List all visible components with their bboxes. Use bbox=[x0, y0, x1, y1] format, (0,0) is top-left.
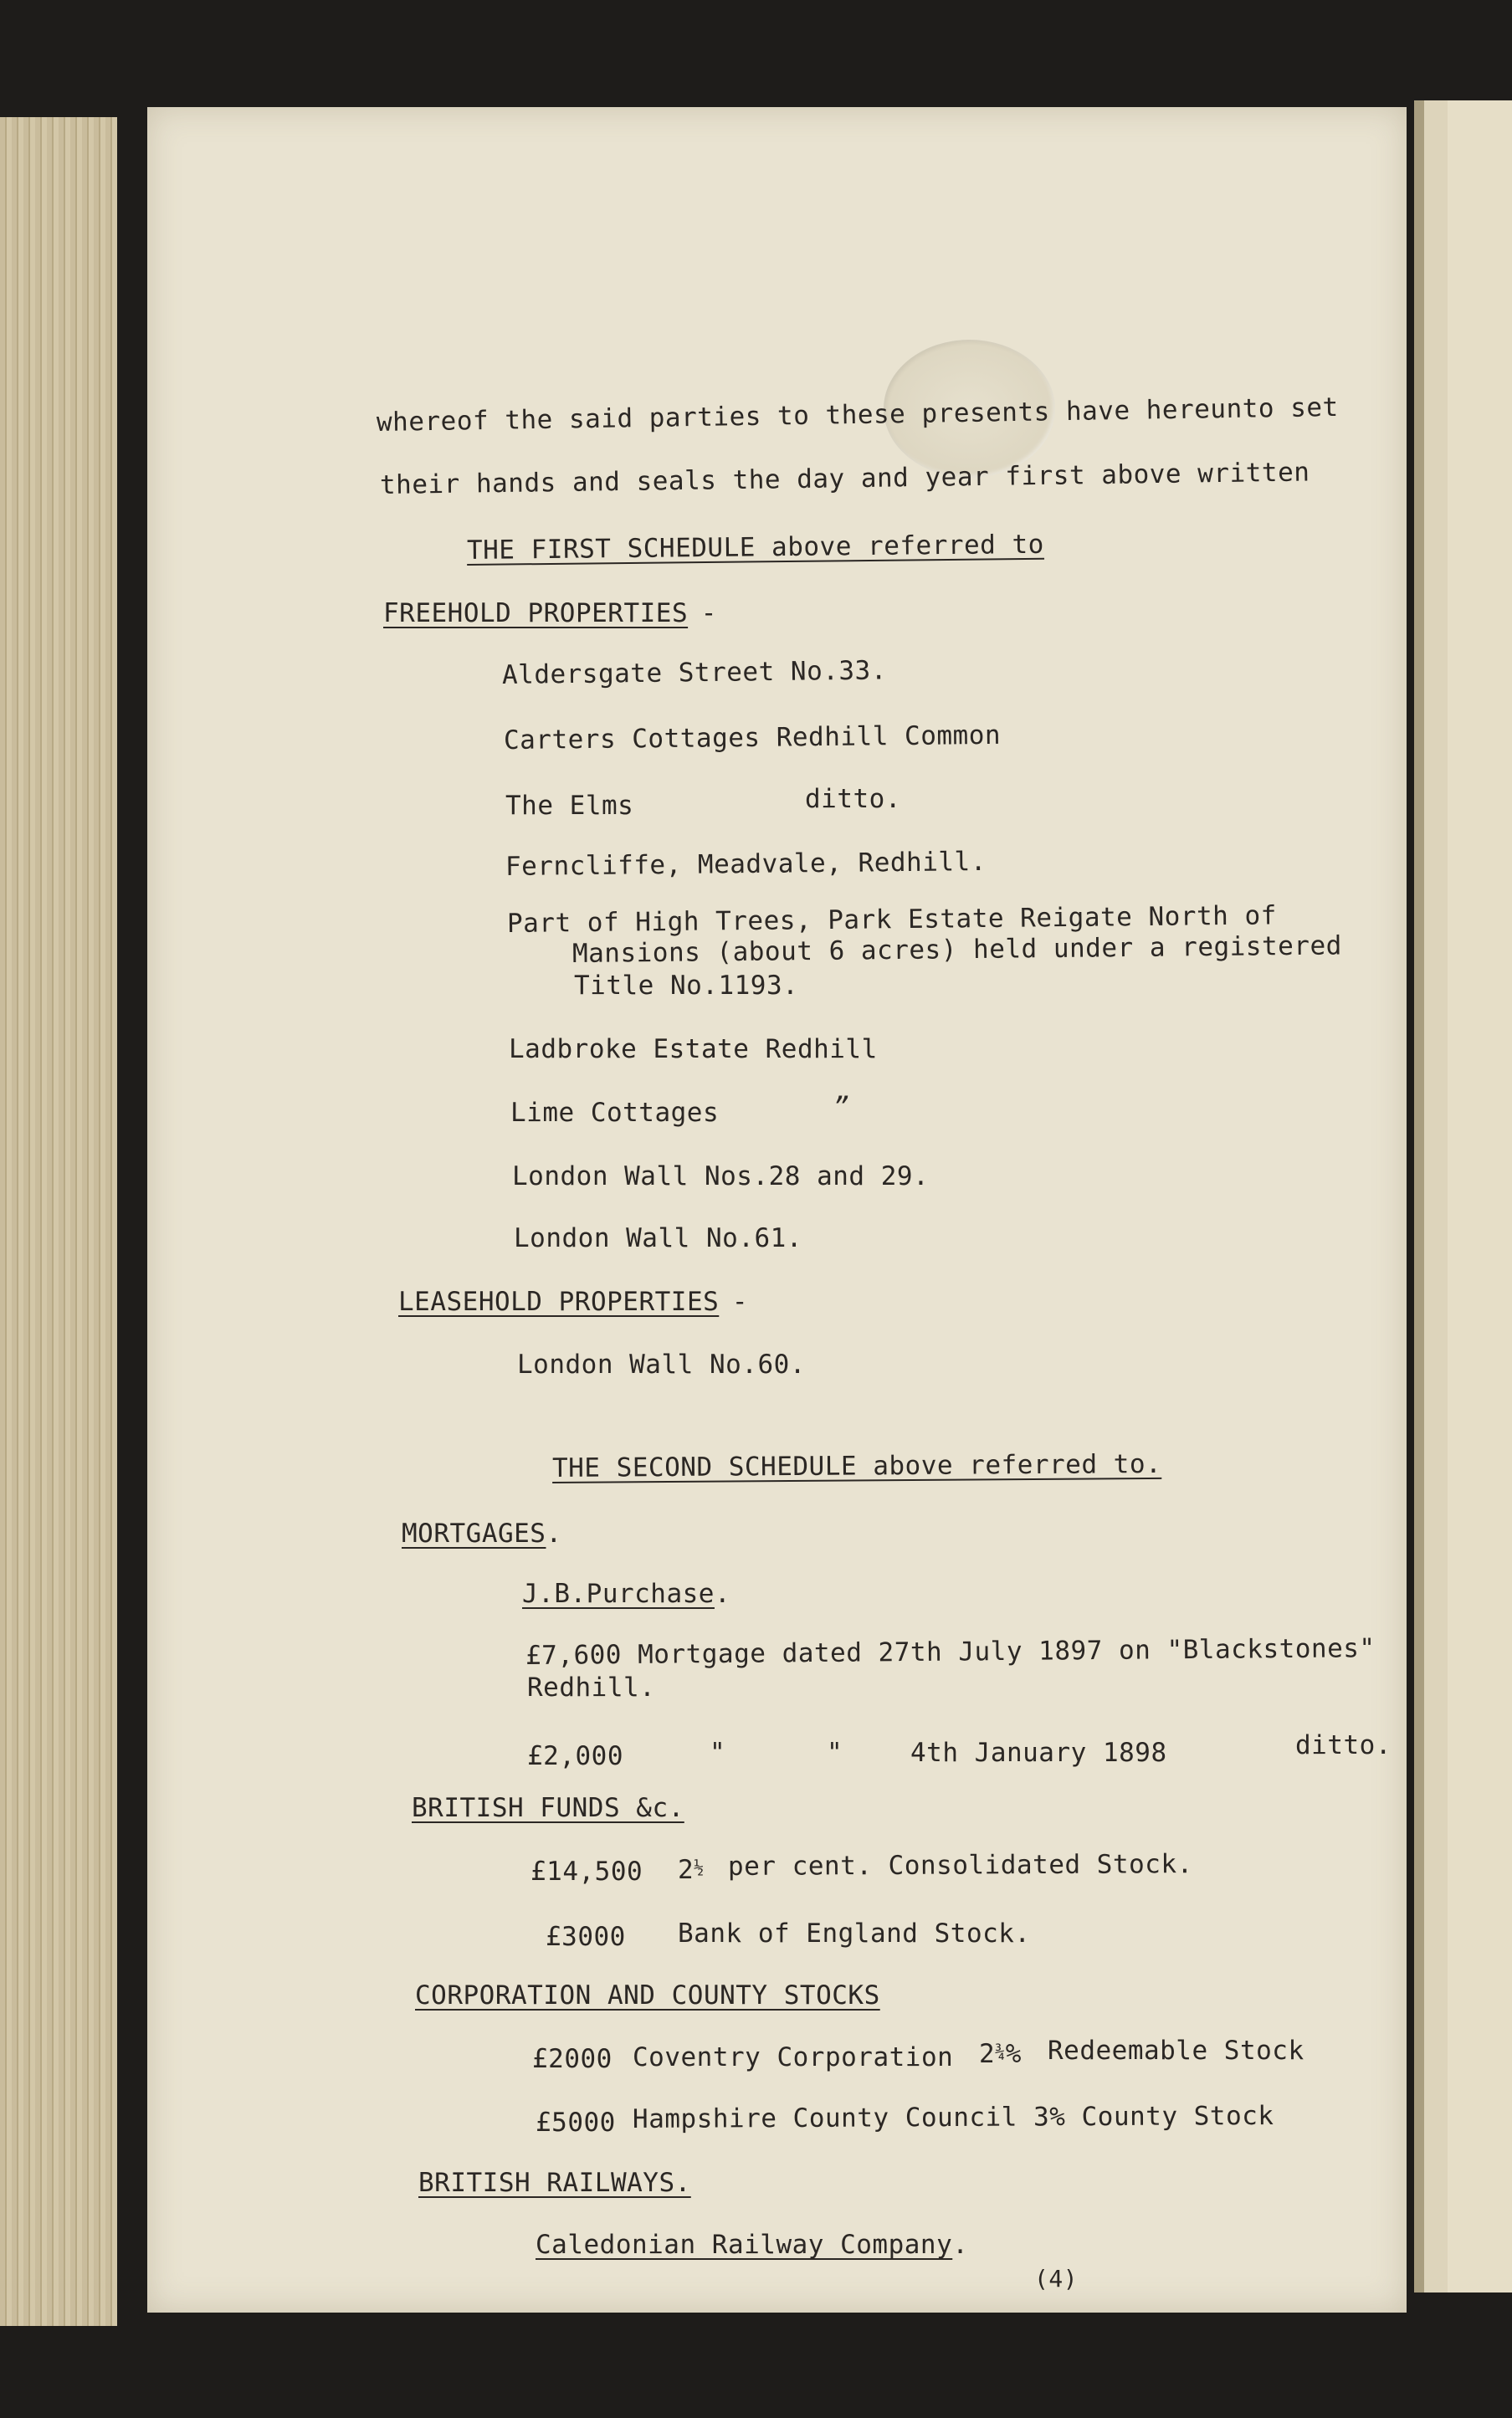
leasehold-heading-row bbox=[398, 1289, 748, 1315]
leasehold-heading: LEASEHOLD PROPERTIES bbox=[398, 1287, 720, 1317]
fund-1-rate bbox=[678, 1857, 705, 1883]
fund-1-amount: £14,500 bbox=[530, 1857, 643, 1887]
mortgages-heading-row bbox=[402, 1521, 562, 1547]
corp-1-amount: £2000 bbox=[532, 2044, 612, 2074]
jb-purchase-period: . bbox=[714, 1579, 731, 1609]
jb-purchase-row bbox=[522, 1581, 730, 1607]
freehold-item-london-wall-61: London Wall No.61. bbox=[514, 1223, 802, 1253]
freehold-item-aldersgate: Aldersgate Street No.33. bbox=[501, 655, 888, 690]
first-schedule-heading: THE FIRST SCHEDULE above referred to bbox=[466, 529, 1045, 566]
mortgage-2-amount: £2,000 bbox=[527, 1741, 623, 1771]
book-next-page-edge bbox=[1414, 100, 1512, 2292]
freehold-item-london-wall-28-29: London Wall Nos.28 and 29. bbox=[512, 1161, 930, 1191]
corp-2-amount: £5000 bbox=[536, 2108, 616, 2138]
corp-1-rate bbox=[979, 2041, 1022, 2067]
corp-1-text: Redeemable Stock bbox=[1048, 2036, 1304, 2066]
freehold-item-high-trees-line-3: Title No.1193. bbox=[574, 971, 799, 1001]
book-page-stack-left bbox=[0, 117, 117, 2326]
fund-1-rate-fraction: ½ bbox=[694, 1857, 705, 1878]
railways-heading: BRITISH RAILWAYS. bbox=[418, 2168, 691, 2198]
document-page bbox=[147, 107, 1407, 2313]
corp-2-text: Hampshire County Council 3% County Stock bbox=[632, 2100, 1274, 2134]
mortgage-2-ditto-mark-2: " bbox=[827, 1738, 843, 1768]
freehold-item-ladbroke: Ladbroke Estate Redhill bbox=[509, 1034, 878, 1064]
leasehold-dash: - bbox=[731, 1287, 749, 1317]
corp-1-rate-whole: 2 bbox=[979, 2039, 996, 2069]
freehold-item-ferncliffe: Ferncliffe, Meadvale, Redhill. bbox=[505, 846, 987, 882]
second-schedule-heading: THE SECOND SCHEDULE above referred to. bbox=[551, 1448, 1162, 1483]
freehold-dash: - bbox=[700, 598, 717, 628]
freehold-item-high-trees-line-1: Part of High Trees, Park Estate Reigate North of bbox=[506, 900, 1277, 939]
mortgage-2-ditto-mark-1: " bbox=[710, 1738, 726, 1768]
freehold-item-the-elms-ditto: ditto. bbox=[805, 784, 901, 814]
corp-1-name: Coventry Corporation bbox=[633, 2042, 954, 2072]
corp-1-percent: % bbox=[1005, 2039, 1022, 2069]
british-funds-heading: BRITISH FUNDS &c. bbox=[412, 1793, 684, 1823]
railway-1: Caledonian Railway Company bbox=[536, 2230, 953, 2260]
freehold-heading-row bbox=[383, 598, 717, 628]
railway-1-row bbox=[536, 2232, 968, 2258]
mortgage-2-date: 4th January 1898 bbox=[910, 1738, 1167, 1768]
mortgage-1-line-1: £7,600 Mortgage dated 27th July 1897 on "Blackstones" bbox=[525, 1633, 1376, 1671]
railway-1-period: . bbox=[952, 2230, 969, 2260]
freehold-item-lime-cottages: Lime Cottages bbox=[510, 1098, 720, 1128]
fund-2-amount: £3000 bbox=[546, 1922, 626, 1952]
fund-1-rate-whole: 2 bbox=[678, 1855, 694, 1885]
opening-line-1: whereof the said parties to these presents have hereunto set bbox=[376, 392, 1339, 438]
mortgages-heading: MORTGAGES bbox=[402, 1519, 546, 1549]
opening-line-2: their hands and seals the day and year first above written bbox=[379, 457, 1310, 500]
mortgage-2-ditto: ditto. bbox=[1295, 1730, 1392, 1760]
freehold-item-carters-cottages: Carters Cottages Redhill Common bbox=[503, 720, 1002, 756]
mortgages-period: . bbox=[546, 1519, 562, 1549]
fund-2-text: Bank of England Stock. bbox=[678, 1919, 1031, 1949]
mortgage-1-line-2: Redhill. bbox=[527, 1673, 656, 1703]
leasehold-item-london-wall-60: London Wall No.60. bbox=[517, 1350, 806, 1380]
corp-1-rate-fraction: ¾ bbox=[995, 2041, 1006, 2062]
fund-1-text: per cent. Consolidated Stock. bbox=[727, 1849, 1193, 1882]
jb-purchase-heading: J.B.Purchase bbox=[522, 1579, 715, 1609]
freehold-item-high-trees-line-2: Mansions (about 6 acres) held under a registered bbox=[571, 930, 1342, 969]
freehold-heading: FREEHOLD PROPERTIES bbox=[383, 598, 689, 628]
freehold-item-the-elms: The Elms bbox=[505, 791, 634, 821]
corporation-heading: CORPORATION AND COUNTY STOCKS bbox=[415, 1980, 880, 2011]
page-number: (4) bbox=[1034, 2265, 1079, 2292]
freehold-item-lime-cottages-mark: ” bbox=[833, 1092, 850, 1122]
